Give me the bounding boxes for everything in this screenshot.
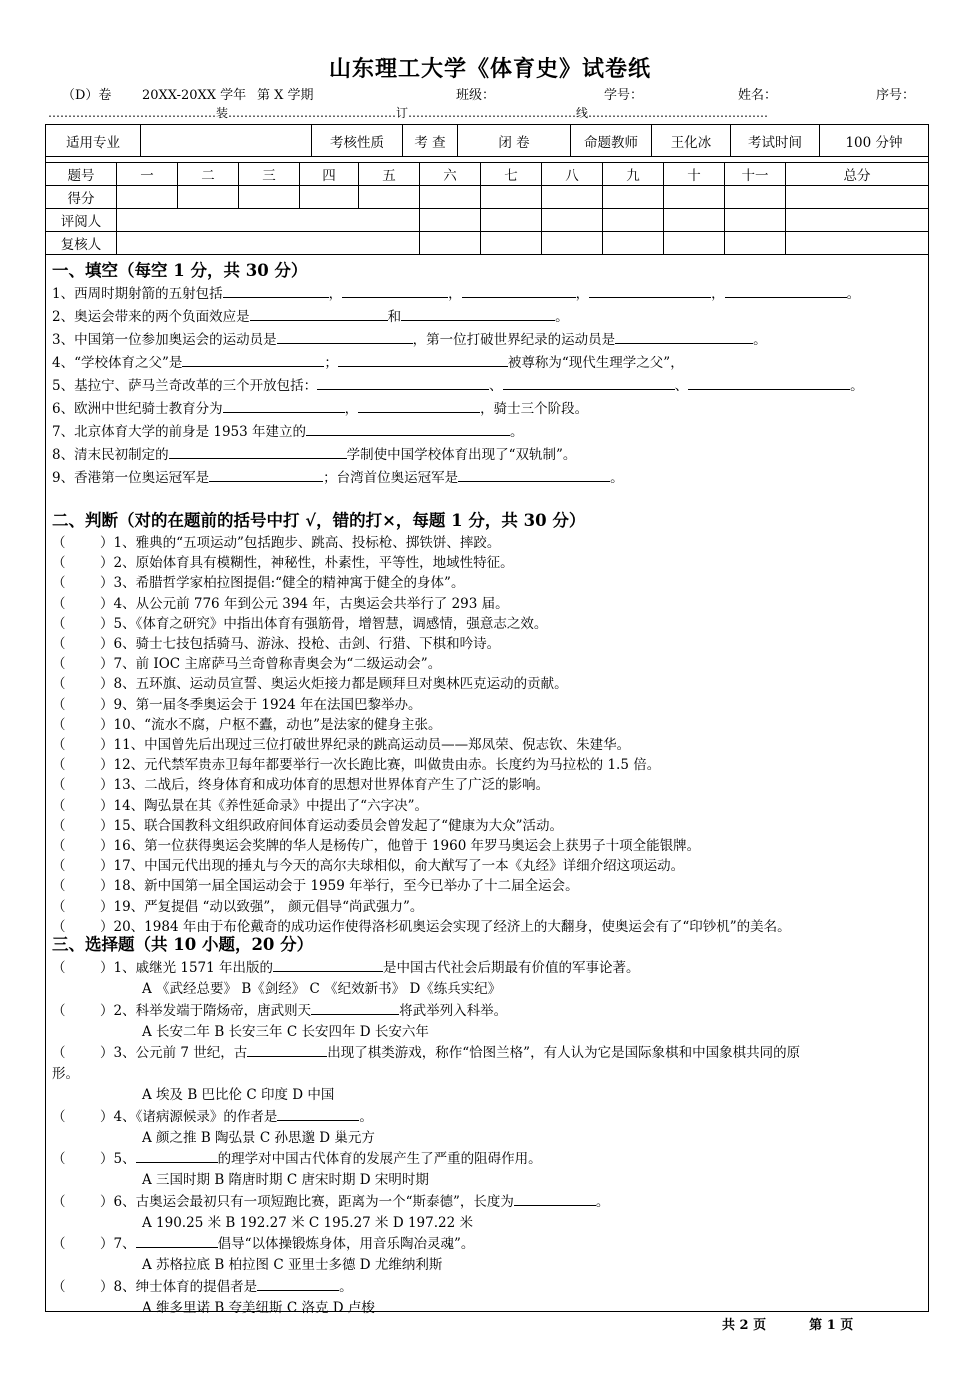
col-header: 十一	[725, 163, 786, 186]
score-cell	[239, 186, 300, 209]
major-label: 适用专业	[46, 125, 141, 157]
judgment-item	[52, 856, 930, 876]
judgment-text: ）1、雅典的“五项运动”包括跑步、跳高、投标枪、掷铁饼、摔跤。	[100, 535, 501, 551]
total-pages: 共 2 页	[722, 1318, 767, 1333]
choice-options: A 190.25 米 B 192.27 米 C 195.27 米 D 197.22 米	[142, 1214, 473, 1231]
time-value: 100 分钟	[820, 125, 929, 157]
section-heading: 三、选择题（共 10 小题，20 分）	[52, 935, 314, 954]
judgment-text: ）3、希腊哲学家柏拉图提倡:“健全的精神寓于健全的身体”。	[100, 575, 465, 592]
nature-value: 考 查	[403, 125, 458, 157]
score-cell	[117, 186, 178, 209]
col-header: 总分	[786, 163, 929, 186]
answer-blank[interactable]	[311, 1000, 399, 1015]
section-multiple-choice	[52, 933, 930, 1318]
answer-blank[interactable]	[462, 283, 576, 298]
answer-blank[interactable]	[401, 306, 555, 321]
reviewer-cell	[664, 232, 725, 255]
judgment-list	[52, 533, 930, 937]
row-label: 复核人	[46, 232, 117, 255]
choice-options: A 颜之推 B 陶弘景 C 孙思邈 D 巢元方	[142, 1129, 375, 1146]
exam-title: 山东理工大学《体育史》试卷纸	[328, 56, 651, 82]
judgment-text: ）18、新中国第一届全国运动会于 1959 年举行，至今已举办了十二届全运会。	[100, 878, 579, 895]
name-label: 姓名：	[738, 88, 778, 103]
answer-blank[interactable]	[223, 283, 329, 298]
answer-blank[interactable]	[338, 352, 508, 367]
judgment-text: ）17、中国元代出现的捶丸与今天的高尔夫球相似，俞大猷写了一本《丸经》详细介绍这项运动。	[100, 858, 685, 875]
judgment-item	[52, 836, 930, 856]
choice-options: A 《武经总要》 B《剑经》 C 《纪效新书》 D《练兵实纪》	[142, 981, 502, 997]
grader-cell	[786, 209, 929, 232]
reviewer-cell	[542, 232, 603, 255]
answer-blank[interactable]	[277, 1106, 359, 1121]
section-heading: 一、填空（每空 1 分，共 30 分）	[52, 261, 308, 280]
choice-question: （ ）4、《诸病源候录》的作者是 。	[52, 1106, 930, 1128]
grader-cell	[420, 209, 481, 232]
question: 3、中国第一位参加奥运会的运动员是 ，第一位打破世界纪录的运动员是 。	[52, 329, 930, 352]
reviewer-cell	[725, 232, 786, 255]
answer-blank[interactable]	[503, 375, 675, 390]
answer-blank[interactable]	[317, 375, 489, 390]
judgment-item	[52, 755, 930, 775]
reviewer-cell	[481, 232, 542, 255]
answer-paren[interactable]: （	[52, 615, 66, 632]
answer-blank[interactable]	[725, 283, 847, 298]
judgment-text: ）7、前 IOC 主席萨马兰奇曾称青奥会为“二级运动会”。	[100, 656, 442, 673]
paper-label: （D）卷	[62, 88, 112, 103]
semester: 第 X 学期	[257, 88, 314, 103]
score-cell	[786, 186, 929, 209]
answer-paren[interactable]: （	[52, 878, 66, 895]
judgment-item	[52, 674, 930, 694]
student-no-label: 学号：	[604, 88, 644, 103]
judgment-text: ）10、“流水不腐，户枢不蠹，动也”是法家的健身主张。	[100, 716, 442, 733]
score-cell	[178, 186, 239, 209]
judgment-text: ）12、元代禁军贵赤卫每年都要举行一次长跑比赛，叫做贵由赤。长度约为马拉松的 1.5 倍。	[100, 757, 661, 774]
closed-book: 闭 卷	[458, 125, 571, 157]
choice-options: A 埃及 B 巴比伦 C 印度 D 中国	[142, 1087, 335, 1103]
col-header: 十	[664, 163, 725, 186]
judgment-text: ）14、陶弘景在其《养性延命录》中提出了“六字决”。	[100, 797, 428, 814]
reviewer-cell	[603, 232, 664, 255]
answer-blank[interactable]	[615, 329, 753, 344]
current-page: 第 1 页	[809, 1318, 854, 1333]
answer-paren[interactable]: （	[52, 716, 66, 733]
judgment-text: ）16、第一位获得奥运会奖牌的华人是杨传广，他曾于 1960 年罗马奥运会上获男子十项全能银牌。	[100, 838, 701, 855]
judgment-text: ）5、《体育之研究》中指出体育有强筋骨，增智慧，调感情，强意志之效。	[100, 615, 548, 632]
answer-paren[interactable]: （	[52, 858, 66, 875]
answer-blank[interactable]	[514, 1191, 596, 1206]
col-header: 四	[300, 163, 359, 186]
judgment-item	[52, 816, 930, 836]
choice-question: （ ）1、戚继光 1571 年出版的 是中国古代社会后期最有价值的军事论著。	[52, 957, 930, 979]
col-header: 三	[239, 163, 300, 186]
question: 5、基拉宁、萨马兰奇改革的三个开放包括： 、 、 。	[52, 375, 930, 398]
answer-paren[interactable]: （	[52, 575, 66, 592]
answer-paren[interactable]: （	[52, 595, 66, 612]
answer-blank[interactable]	[342, 283, 448, 298]
score-cell	[481, 186, 542, 209]
teacher-label: 命题教师	[571, 125, 652, 157]
choice-question: （ ）7、 倡导“以体操锻炼身体，用音乐陶冶灵魂”。	[52, 1233, 930, 1255]
grader-cell	[481, 209, 542, 232]
answer-paren[interactable]: （	[52, 898, 66, 915]
col-header: 九	[603, 163, 664, 186]
answer-paren[interactable]: （	[52, 636, 66, 653]
choice-question: （ ）2、科举发端于隋炀帝，唐武则天 将武举列入科举。	[52, 1000, 930, 1022]
answer-blank[interactable]	[273, 957, 383, 972]
question: 9、香港第一位奥运冠军是 ；台湾首位奥运冠军是 。	[52, 467, 930, 490]
choice-question: （ ）5、 的理学对中国古代体育的发展产生了严重的阻碍作用。	[52, 1148, 930, 1170]
choice-options: A 苏格拉底 B 柏拉图 C 亚里士多德 D 尤维纳利斯	[142, 1257, 443, 1273]
judgment-item	[52, 553, 930, 573]
judgment-item	[52, 594, 930, 614]
answer-blank[interactable]	[136, 1148, 218, 1163]
score-cell	[359, 186, 420, 209]
reviewer-cell	[117, 232, 420, 255]
answer-paren[interactable]: （	[52, 817, 66, 834]
answer-blank[interactable]	[688, 375, 850, 390]
nature-label: 考核性质	[312, 125, 403, 157]
section-heading: 二、判断（对的在题前的括号中打 √，错的打×，每题 1 分，共 30 分）	[52, 511, 586, 530]
grader-cell	[664, 209, 725, 232]
score-cell	[664, 186, 725, 209]
header-info	[62, 84, 922, 102]
answer-blank[interactable]	[182, 352, 324, 367]
answer-blank[interactable]	[247, 1042, 327, 1057]
section-true-false	[52, 509, 930, 937]
answer-paren[interactable]: （	[52, 777, 66, 794]
seq-label: 序号：	[876, 88, 916, 103]
question: 6、欧洲中世纪骑士教育分为 ， ，骑士三个阶段。	[52, 398, 930, 421]
question: 7、北京体育大学的前身是 1953 年建立的 。	[52, 421, 930, 444]
section-fill-blank	[52, 259, 930, 490]
row-label: 得分	[46, 186, 117, 209]
row-label: 题号	[46, 163, 117, 186]
major-value	[141, 125, 312, 157]
score-cell	[300, 186, 359, 209]
score-table	[45, 162, 929, 255]
judgment-text: ）13、二战后，终身体育和成功体育的思想对世界体育产生了广泛的影响。	[100, 777, 550, 794]
choice-options: A 三国时期 B 隋唐时期 C 唐宋时期 D 宋明时期	[142, 1172, 429, 1188]
judgment-text: ）19、严复提倡 “动以致强”， 颜元倡导“尚武强力”。	[100, 898, 424, 915]
reviewer-cell	[420, 232, 481, 255]
academic-year: 20XX-20XX 学年	[142, 88, 247, 103]
answer-blank[interactable]	[458, 467, 610, 482]
judgment-text: ）15、联合国教科文组织政府间体育运动委员会曾发起了“健康为大众”活动。	[100, 817, 563, 834]
judgment-item	[52, 573, 930, 593]
answer-blank[interactable]	[223, 398, 345, 413]
choice-question-cont: 形。	[52, 1066, 79, 1082]
row-label: 评阅人	[46, 209, 117, 232]
answer-paren[interactable]: （	[52, 656, 66, 673]
reviewer-cell	[786, 232, 929, 255]
answer-paren[interactable]: （	[52, 555, 66, 572]
answer-blank[interactable]	[250, 306, 388, 321]
time-label: 考试时间	[731, 125, 820, 157]
score-cell	[725, 186, 786, 209]
answer-blank[interactable]	[209, 467, 323, 482]
judgment-item	[52, 876, 930, 896]
score-cell	[420, 186, 481, 209]
answer-paren[interactable]: （	[52, 696, 66, 713]
choice-options: A 维多里诺 B 夸美纽斯 C 洛克 D 卢梭	[142, 1299, 375, 1316]
judgment-item	[52, 634, 930, 654]
judgment-text: ）8、五环旗、运动员宣誓、奥运火炬接力都是顾拜旦对奥林匹克运动的贡献。	[100, 676, 568, 693]
judgment-item	[52, 897, 930, 917]
exam-info-table	[45, 124, 929, 157]
teacher-value: 王化冰	[652, 125, 731, 157]
choice-options: A 长安二年 B 长安三年 C 长安四年 D 长安六年	[142, 1023, 429, 1040]
page-footer	[722, 1314, 853, 1333]
judgment-item	[52, 796, 930, 816]
answer-blank[interactable]	[589, 283, 711, 298]
score-cell	[603, 186, 664, 209]
class-label: 班级：	[456, 88, 496, 103]
judgment-item	[52, 533, 930, 553]
answer-paren[interactable]: （	[52, 757, 66, 774]
col-header: 二	[178, 163, 239, 186]
judgment-item	[52, 695, 930, 715]
judgment-text: ）11、中国曾先后出现过三位打破世界纪录的跳高运动员——郑凤荣、倪志钦、朱建华。	[100, 737, 631, 754]
answer-paren[interactable]: （	[52, 535, 66, 551]
choice-question: （ ）8、绅士体育的提倡者是 。	[52, 1276, 930, 1298]
judgment-item	[52, 735, 930, 755]
col-header: 八	[542, 163, 603, 186]
question: 8、清末民初制定的 学制使中国学校体育出现了“双轨制”。	[52, 444, 930, 467]
col-header: 七	[481, 163, 542, 186]
answer-paren[interactable]: （	[52, 737, 66, 754]
col-header: 五	[359, 163, 420, 186]
answer-blank[interactable]	[306, 421, 510, 436]
choice-question: （ ）3、公元前 7 世纪，古 出现了棋类游戏，称作“恰图兰格”，有人认为它是国际象棋和中国象棋共同的原	[52, 1042, 930, 1064]
answer-blank[interactable]	[136, 1233, 218, 1248]
binding-cut-line: ……………………………………装……………………………………订……………………………………线………………………………………	[48, 106, 769, 120]
judgment-text: ）4、从公元前 776 年到公元 394 年，古奥运会共举行了 293 届。	[100, 595, 509, 612]
question: 2、奥运会带来的两个负面效应是 和 。	[52, 306, 930, 329]
answer-paren[interactable]: （	[52, 676, 66, 693]
judgment-item	[52, 715, 930, 735]
col-header: 一	[117, 163, 178, 186]
answer-blank[interactable]	[257, 1276, 339, 1291]
grader-cell	[603, 209, 664, 232]
choice-question: （ ）6、古奥运会最初只有一项短跑比赛，距离为一个“斯泰德”，长度为 。	[52, 1191, 930, 1213]
answer-paren[interactable]: （	[52, 838, 66, 855]
judgment-item	[52, 614, 930, 634]
grader-cell	[117, 209, 420, 232]
answer-paren[interactable]: （	[52, 918, 66, 935]
grader-cell	[725, 209, 786, 232]
judgment-item	[52, 775, 930, 795]
col-header: 六	[420, 163, 481, 186]
judgment-text: ）2、原始体育具有模糊性，神秘性，朴素性，平等性，地域性特征。	[100, 555, 514, 572]
answer-blank[interactable]	[169, 444, 347, 459]
judgment-item	[52, 654, 930, 674]
score-cell	[542, 186, 603, 209]
judgment-text: ）20、1984 年由于布伦戴奇的成功运作使得洛杉矶奥运会实现了经济上的大翻身，使奥运会有了“印钞机”的美名。	[100, 918, 791, 935]
answer-blank[interactable]	[277, 329, 413, 344]
grader-cell	[542, 209, 603, 232]
question: 1、西周时期射箭的五射包括 ， ， ， ， 。	[52, 283, 930, 306]
answer-blank[interactable]	[358, 398, 480, 413]
answer-paren[interactable]: （	[52, 797, 66, 814]
question: 4、“学校体育之父”是 ； 被尊称为“现代生理学之父”，	[52, 352, 930, 375]
judgment-text: ）9、第一届冬季奥运会于 1924 年在法国巴黎举办。	[100, 696, 422, 713]
judgment-text: ）6、骑士七技包括骑马、游泳、投枪、击剑、行猎、下棋和吟诗。	[100, 636, 501, 653]
